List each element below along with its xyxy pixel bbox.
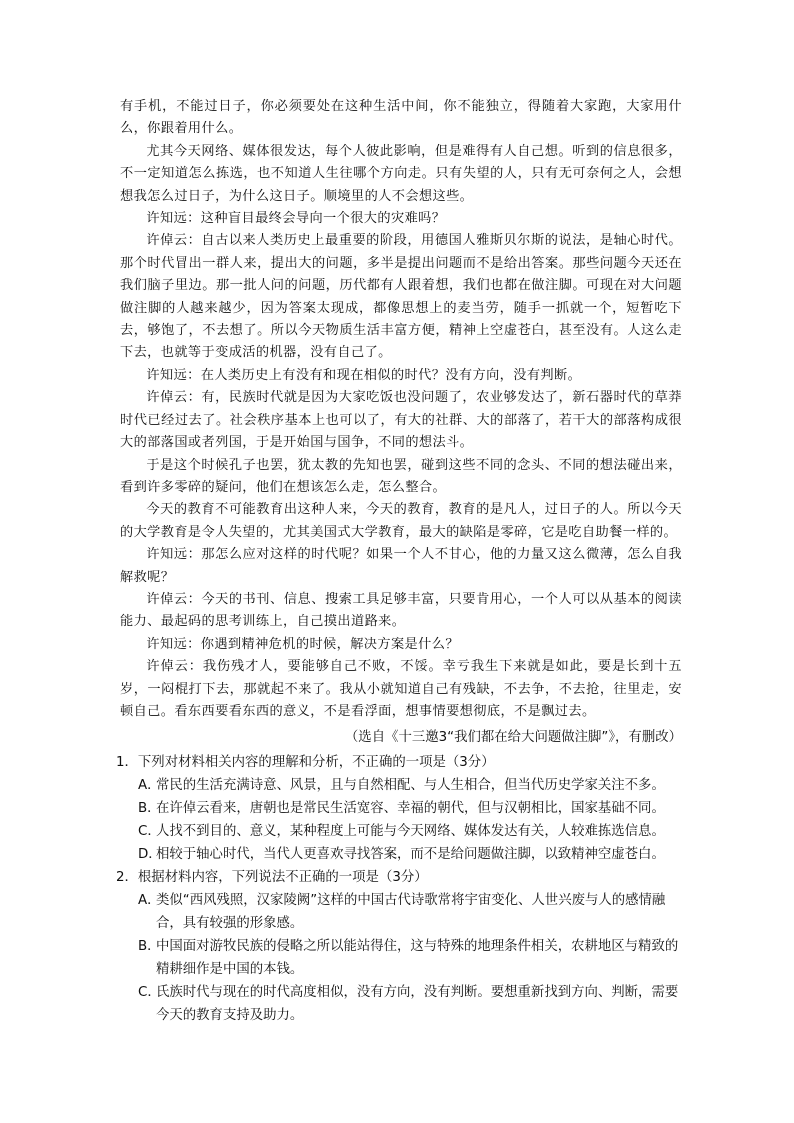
source-citation: （选自《十三邀3“我们都在给大问题做注脚”》，有删改） [344, 730, 682, 746]
dialogue-line: 许倬云：今天的书刊、信息、搜索工具足够丰富，只要肯用心，一个人可以从基本的阅读能力、最起码的思考训练上，自己摸出道路来。 [120, 591, 682, 630]
option-text: 类似“西风残照，汉家陵阙”这样的中国古代诗歌常将宇宙变化、人世兴废与人的感情融合，具有较强的形象感。 [156, 893, 666, 932]
question-1 [116, 751, 682, 866]
option-c [138, 981, 682, 1027]
dialogue-line: 许知远：在人类历史上有没有和现在相似的时代？没有方向，没有判断。 [146, 367, 582, 383]
option-text: 在许倬云看来，唐朝也是常民生活宽容、幸福的朝代，但与汉朝相比，国家基础不同。 [156, 801, 665, 817]
option-b [138, 797, 682, 820]
option-text: 人找不到目的、意义，某种程度上可能与今天网络、媒体发达有关，人较难拣选信息。 [156, 824, 665, 840]
reading-passage [120, 96, 682, 723]
option-letter: A． [138, 778, 161, 794]
question-2 [116, 866, 682, 1027]
dialogue-line: 许知远：你遇到精神危机的时候，解决方案是什么？ [146, 636, 459, 652]
option-text: 氏族时代与现在的时代高度相似，没有方向，没有判断。要想重新找到方向、判断，需要今天的教育支持及助力。 [156, 985, 679, 1024]
question-stem: 1．下列对材料相关内容的理解和分析，不正确的一项是（3分） [116, 755, 495, 771]
option-d [138, 843, 682, 866]
passage-paragraph: 尤其今天网络、媒体很发达，每个人彼此影响，但是难得有人自己想。听到的信息很多，不一定知道怎么拣选，也不知道人生往哪个方向走。只有失望的人，只有无可奈何之人，会想想我怎么过日子，为什么这日子。顺境里的人不会想这些。 [120, 143, 682, 204]
passage-paragraph: 于是这个时候孔子也罢，犹太教的先知也罢，碰到这些不同的念头、不同的想法碰出来，看到许多零碎的疑问，他们在想该怎么走，怎么整合。 [120, 457, 682, 495]
dialogue-line: 许倬云：我伤残才人，要能够自己不败，不馁。幸亏我生下来就是如此，要是长到十五岁，一闷棍打下去，那就起不来了。我从小就知道自己有残缺，不去争，不去抢，往里走，安顿自己。看东西要看东西的意义，不是看浮面，想事情要想彻底，不是飘过去。 [120, 659, 682, 719]
passage-paragraph: 有手机，不能过日子，你必须要处在这种生活中间，你不能独立，得随着大家跑，大家用什么，你跟着用什么。 [120, 99, 682, 137]
option-letter: D． [138, 847, 162, 863]
dialogue-line: 许倬云：自古以来人类历史上最重要的阶段，用德国人雅斯贝尔斯的说法，是轴心时代。那个时代冒出一群人来，提出大的问题，多半是提出问题而不是给出答案。那些问题今天还在我们脑子里边。那一批人问的问题，历代都有人跟着想，我们也都在做注脚。可现在对大问题做注脚的人越来越少，因为答案太现成，都像思想上的麦当劳，随手一抓就一个，短暂吃下去，够饱了，不去想了。所以今天物质生活丰富方便，精神上空虚苍白，甚至没有。人这么走下去，也就等于变成活的机器，没有自己了。 [120, 233, 682, 361]
passage-paragraph: 今天的教育不可能教育出这种人来，今天的教育，教育的是凡人，过日子的人。所以今天的大学教育是令人失望的，尤其美国式大学教育，最大的缺陷是零碎，它是吃自助餐一样的。 [120, 502, 682, 540]
option-letter: B． [138, 801, 161, 817]
option-letter: A． [138, 893, 161, 909]
dialogue-line: 许知远：这种盲目最终会导向一个很大的灾难吗？ [146, 211, 446, 227]
option-a [138, 774, 682, 797]
option-a [138, 889, 682, 935]
option-c [138, 820, 682, 843]
dialogue-line: 许倬云：有，民族时代就是因为大家吃饭也没问题了，农业够发达了，新石器时代的草莽时代已经过去了。社会秩序基本上也可以了，有大的社群、大的部落了，若干大的部落构成很大的部落国或者列国，于是开始国与国争，不同的想法斗。 [120, 390, 682, 451]
question-list [116, 751, 682, 1027]
option-b [138, 935, 682, 981]
option-letter: C． [138, 985, 161, 1001]
option-letter: B． [138, 939, 161, 955]
dialogue-line: 许知远：那怎么应对这样的时代呢？如果一个人不甘心，他的力量又这么微薄，怎么自我解救呢？ [120, 547, 682, 585]
option-text: 相较于轴心时代，当代人更喜欢寻找答案，而不是给问题做注脚，以致精神空虚苍白。 [156, 847, 665, 863]
option-text: 中国面对游牧民族的侵略之所以能站得住，这与特殊的地理条件相关，农耕地区与精致的精耕细作是中国的本钱。 [156, 939, 679, 978]
option-text: 常民的生活充满诗意、风景，且与自然相配、与人生相合，但当代历史学家关注不多。 [156, 778, 665, 794]
question-stem: 2．根据材料内容，下列说法不正确的一项是（3分） [116, 870, 428, 886]
option-letter: C． [138, 824, 161, 840]
